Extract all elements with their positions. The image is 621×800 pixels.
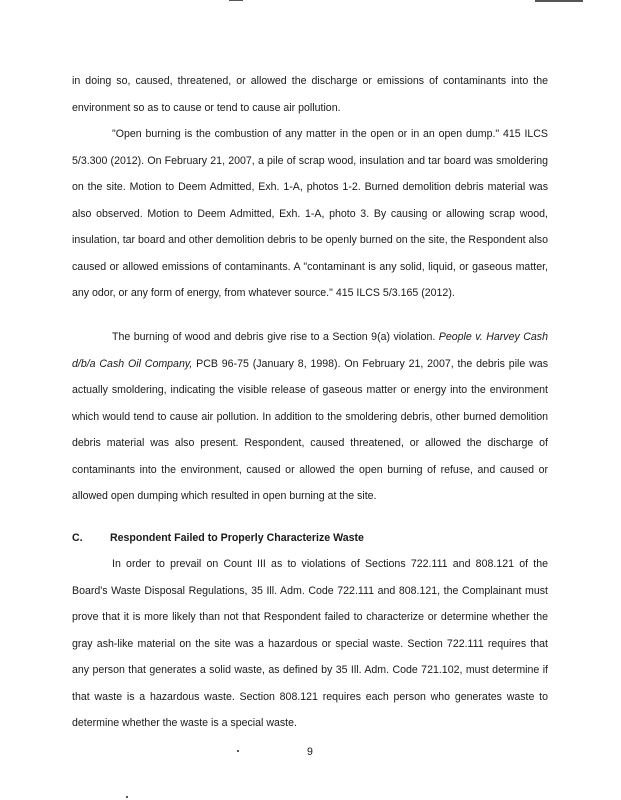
paragraph-1 [72, 68, 548, 121]
scan-mark-top-right [535, 0, 583, 2]
paragraph-2 [72, 121, 548, 307]
scan-speck-bottom [126, 796, 128, 798]
paragraph-3-text-after: PCB 96-75 (January 8, 1998). On February 21, 2007, the debris pile was actually smoldering, indicating the visible release of gaseous matter or energy into the environment which would tend to cause air pollution. In addition to the smoldering debris, other burned demolition debris material was also present. Respondent, caused threatened, or allowed the discharge of contaminants into the environment, caused or allowed the open burning of refuse, and caused or allowed open dumping which resulted in open burning at the site. [72, 357, 548, 502]
section-title: Respondent Failed to Properly Characterize Waste [110, 532, 364, 544]
section-letter: C. [72, 532, 83, 544]
paragraph-2-text: "Open burning is the combustion of any matter in the open or in an open dump." 415 ILCS 5/3.300 (2012). On February 21, 2007, a pile of scrap wood, insulation and tar board was smoldering on the site. Motion to Deem Admitted, Exh. 1-A, photos 1-2. Burned demolition debris material was also observed. Motion to Deem Admitted, Exh. 1-A, photo 3. By causing or allowing scrap wood, insulation, tar board and other demolition debris to be openly burned on the site, the Respondent also caused or allowed emissions of contaminants. A "contaminant is any solid, liquid, or gaseous matter, any odor, or any form of energy, from whatever source." 415 ILCS 5/3.165 (2012). [72, 128, 548, 299]
scan-speck [237, 750, 239, 752]
section-heading [72, 525, 364, 551]
scan-mark-top-left [229, 0, 243, 1]
paragraph-4-text: In order to prevail on Count III as to violations of Sections 722.111 and 808.121 of the Board's Waste Disposal Regulations, 35 Ill. Adm. Code 722.111 and 808.121, the Complainant must prove that it is more likely than not that Respondent failed to characterize or determine whether the gray ash-like material on the site was a hazardous or special waste. Section 722.111 requires that any person that generates a solid waste, as defined by 35 Ill. Adm. Code 721.102, must determine if that waste is a hazardous waste. Section 808.121 requires each person who generates waste to determine whether the waste is a special waste. [72, 558, 548, 729]
paragraph-3 [72, 324, 548, 510]
case-citation: People v. Harvey Cash d/b/a Cash Oil Company, [72, 331, 548, 370]
paragraph-1-text: in doing so, caused, threatened, or allowed the discharge or emissions of contaminants into the environment so as to cause or tend to cause air pollution. [72, 75, 548, 114]
paragraph-4 [72, 551, 548, 737]
page-number: 9 [307, 746, 313, 758]
paragraph-3-text-before: The burning of wood and debris give rise to a Section 9(a) violation. [112, 331, 436, 343]
